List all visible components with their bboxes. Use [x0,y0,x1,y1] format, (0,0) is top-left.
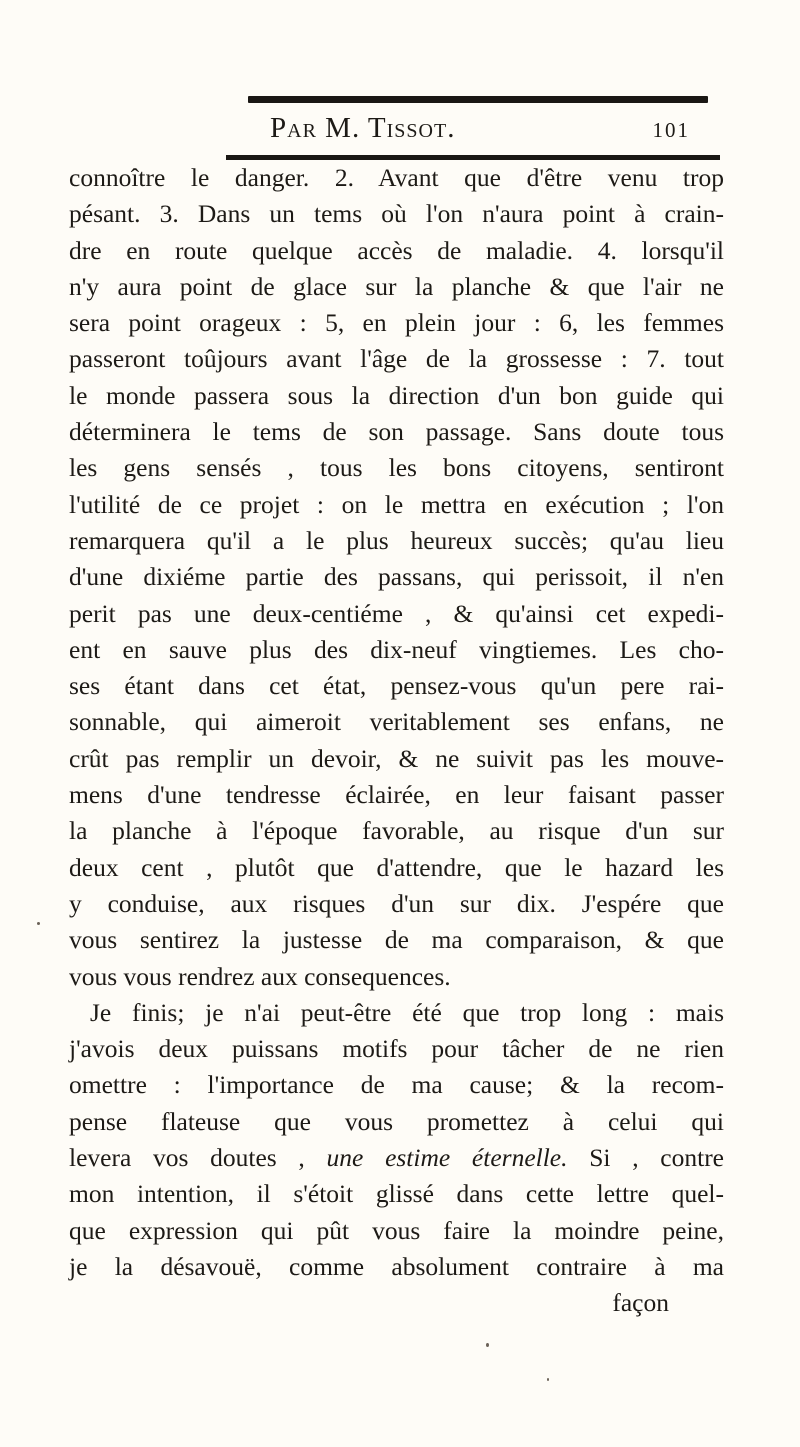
text-line: vous sentirez la justesse de ma comparaison, & que [69,925,724,955]
running-title: Par M. Tissot. [270,112,456,144]
italic-phrase: une estime éternelle. [326,1143,568,1173]
paper-speck [486,1343,489,1347]
text-line: les gens sensés , tous les bons citoyens, sentiront [69,453,724,483]
text-line: omettre : l'importance de ma cause; & la recom- [69,1070,724,1100]
text-line: la planche à l'époque favorable, au risque d'un sur [69,816,724,846]
text-line: deux cent , plutôt que d'attendre, que le hazard les [69,852,724,882]
text-line: pense flateuse que vous promettez à celui qui [69,1106,724,1136]
paper-speck [547,1378,549,1381]
catchword: façon [612,1288,669,1318]
text-line: passeront toûjours avant l'âge de la grossesse : 7. tout [69,344,724,374]
line-tail: Si , contre [567,1143,725,1173]
text-line: je la désavouë, comme absolument contraire à ma [69,1251,724,1281]
text-line: crût pas remplir un devoir, & ne suivit pas les mouve- [69,743,724,773]
paragraph-end-line: vous vous rendrez aux consequences. [69,961,451,991]
text-line: sera point orageux : 5, en plein jour : 6, les femmes [69,308,724,338]
text-line: y conduise, aux risques d'un sur dix. J'espére que [69,888,724,918]
text-line: n'y aura point de glace sur la planche & que l'air ne [69,271,724,301]
text-line: mon intention, il s'étoit glissé dans cette lettre quel- [69,1179,724,1209]
text-line: dre en route quelque accès de maladie. 4. lorsqu'il [69,235,724,265]
text-line-mixed [69,1140,724,1176]
body-text [69,160,724,1322]
paper-speck [37,922,40,925]
text-line: pésant. 3. Dans un tems où l'on n'aura point à crain- [69,199,724,229]
text-line: le monde passera sous la direction d'un bon guide qui [69,380,724,410]
text-line: l'utilité de ce projet : on le mettra en exécution ; l'on [69,489,724,519]
text-line: connoître le danger. 2. Avant que d'être venu trop [69,163,724,192]
text-line: ses étant dans cet état, pensez-vous qu'un pere rai- [69,671,724,701]
text-line: déterminera le tems de son passage. Sans doute tous [69,417,724,447]
text-line: sonnable, qui aimeroit veritablement ses enfans, ne [69,707,724,737]
running-head [270,108,700,152]
text-line: j'avois deux puissans motifs pour tâcher de ne rien [69,1034,724,1064]
text-line: remarquera qu'il a le plus heureux succès; qu'au lieu [69,525,724,555]
text-line: que expression qui pût vous faire la moindre peine, [69,1215,724,1245]
text-line: perit pas une deux-centiéme , & qu'ainsi cet expedi- [69,598,724,628]
line-head: levera vos doutes , [69,1143,327,1173]
text-line: mens d'une tendresse éclairée, en leur faisant passer [69,780,724,810]
top-rule [248,96,708,103]
page-number: 101 [652,118,690,142]
text-line: ent en sauve plus des dix-neuf vingtiemes. Les cho- [69,634,724,664]
text-line: d'une dixiéme partie des passans, qui perissoit, il n'en [69,562,724,592]
paragraph-start-line: Je finis; je n'ai peut-être été que trop long : mais [90,997,724,1027]
